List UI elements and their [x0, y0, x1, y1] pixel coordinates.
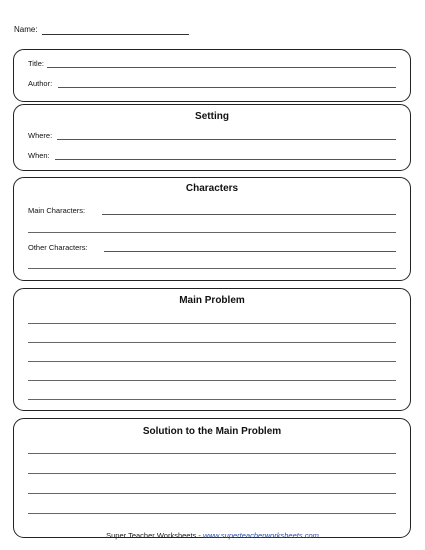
- title-line[interactable]: [47, 67, 396, 68]
- other-characters-field[interactable]: [28, 243, 396, 255]
- other-characters-label: Other Characters:: [28, 243, 88, 252]
- solution-line[interactable]: [28, 453, 396, 454]
- main-problem-box: [13, 288, 411, 411]
- main-problem-line[interactable]: [28, 361, 396, 362]
- footer-separator: -: [196, 531, 203, 540]
- setting-box: [13, 104, 411, 171]
- solution-box: [13, 418, 411, 538]
- main-problem-line[interactable]: [28, 380, 396, 381]
- main-characters-field[interactable]: [28, 206, 396, 218]
- title-field[interactable]: [28, 59, 396, 71]
- title-label: Title:: [28, 59, 44, 68]
- footer: [0, 531, 425, 540]
- main-characters-line[interactable]: [102, 214, 396, 215]
- other-characters-extra-line[interactable]: [28, 268, 396, 269]
- main-problem-line[interactable]: [28, 323, 396, 324]
- solution-line[interactable]: [28, 513, 396, 514]
- where-label: Where:: [28, 131, 53, 140]
- where-field[interactable]: [28, 131, 396, 143]
- characters-heading: Characters: [185, 183, 239, 194]
- main-characters-extra-line[interactable]: [28, 232, 396, 233]
- footer-website-link[interactable]: www.superteacherworksheets.com: [202, 531, 319, 540]
- characters-box: [13, 177, 411, 281]
- setting-heading: Setting: [195, 111, 229, 122]
- other-characters-line[interactable]: [104, 251, 396, 252]
- main-problem-heading: Main Problem: [179, 295, 245, 306]
- name-field[interactable]: [14, 25, 194, 37]
- solution-heading: Solution to the Main Problem: [142, 426, 282, 437]
- solution-line[interactable]: [28, 493, 396, 494]
- footer-publisher: Super Teacher Worksheets: [106, 531, 197, 540]
- when-line[interactable]: [55, 159, 396, 160]
- main-characters-label: Main Characters:: [28, 206, 86, 215]
- author-label: Author:: [28, 79, 53, 88]
- author-line[interactable]: [58, 87, 396, 88]
- author-field[interactable]: [28, 79, 396, 91]
- main-problem-line[interactable]: [28, 399, 396, 400]
- when-label: When:: [28, 151, 50, 160]
- name-line[interactable]: [42, 34, 189, 35]
- main-problem-line[interactable]: [28, 342, 396, 343]
- solution-line[interactable]: [28, 473, 396, 474]
- book-info-box: [13, 49, 411, 102]
- name-label: Name:: [14, 25, 38, 34]
- where-line[interactable]: [57, 139, 396, 140]
- when-field[interactable]: [28, 151, 396, 163]
